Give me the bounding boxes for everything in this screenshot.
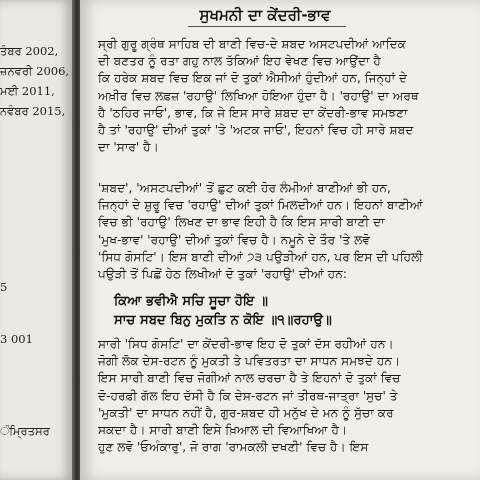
right-page: [80, 0, 480, 480]
left-page-text: ਨਵੰਬਰ 2015,: [0, 104, 66, 118]
left-page-text: 5: [0, 280, 8, 294]
left-page-text: ਮਈ 2011,: [0, 84, 55, 98]
left-page-text: ੰਮ੍ਰਿਤਸਰ: [0, 424, 50, 438]
text-line: ਵਿਚ ਭੀ 'ਰਹਾਉ' ਲਿਖਣ ਦਾ ਭਾਵ ਇਹੀ ਹੈ ਕਿ ਇਸ ਸਾਰੀ ਬਾਣੀ ਦਾ: [98, 215, 385, 230]
text-line: 'ਮੁਖ-ਭਾਵ' 'ਰਹਾਉ' ਦੀਆਂ ਤੁਕਾਂ ਵਿਚ ਹੈ। ਨਮੂਨੇ ਦੇ ਤੌਰ 'ਤੇ ਲਵੋ: [98, 232, 370, 247]
verse-line-1: ਕਿਆ ਭਵੀਐ ਸਚਿ ਸੂਚਾ ਹੋਇ ॥: [114, 294, 268, 309]
text-line: 'ਸ਼ਬਦ', 'ਅਸਟਪਦੀਆਂ' ਤੋਂ ਛੁਟ ਕਈ ਹੋਰ ਲੰਮੀਆਂ ਬਾਣੀਆਂ ਭੀ ਹਨ,: [98, 181, 391, 195]
text-line: ਕਿ ਹਰੇਕ ਸ਼ਬਦ ਵਿਚ ਇਕ ਜਾਂ ਦੋ ਤੁਕਾਂ ਐਸੀਆਂ ਹੁੰਦੀਆਂ ਹਨ, ਜਿਨ੍ਹਾਂ ਦੇ: [98, 71, 408, 86]
page-title: ਸੁਖਮਨੀ ਦਾ ਕੇਂਦਰੀ-ਭਾਵ: [199, 6, 331, 24]
text-line: ਜੋਗੀ ਲੋਕ ਦੇਸ-ਰਟਨ ਨੂੰ ਮੁਕਤੀ ਤੇ ਪਵਿਤਰਤਾ ਦਾ ਸਾਧਨ ਸਮਝਦੇ ਹਨ।: [98, 354, 401, 369]
text-line: ਸਾਰੀ 'ਸਿਧ ਗੋਸਟਿ' ਦਾ ਕੇਂਦਰੀ-ਭਾਵ ਇਹ ਦੋ ਤੁਕਾਂ ਦੱਸ ਰਹੀਆਂ ਹਨ।: [98, 337, 394, 351]
text-line: ਦੋ-ਹਰਫ਼ੀ ਗੱਲ ਇਹ ਦੱਸੀ ਹੈ ਕਿ ਦੇਸ-ਰਟਨ ਜਾਂ ਤੀਰਥ-ਜਾਤ੍ਰਾ 'ਸੁਚ' ਤੇ: [98, 388, 398, 403]
paragraph-3: [98, 336, 458, 456]
text-line: ਦੀ ਬਣਤਰ ਨੂੰ ਰਤਾ ਗਹੁ ਨਾਲ ਤੱਕਿਆਂ ਇਹ ਵੇਖਣ ਵਿਚ ਆਉਂਦਾ ਹੈ: [98, 54, 381, 69]
text-line: ਹੈ 'ਠਹਿਰ ਜਾਓ', ਭਾਵ, ਕਿ ਜੇ ਇਸ ਸਾਰੇ ਸ਼ਬਦ ਦਾ ਕੇਂਦਰੀ-ਭਾਵ ਸਮਝਣਾ: [98, 105, 408, 120]
text-line: ਸ੍ਰੀ ਗੁਰੂ ਗ੍ਰੰਥ ਸਾਹਿਬ ਦੀ ਬਾਣੀ ਵਿਚ-ਦੇ ਸ਼ਬਦ ਅਸਟਪਦੀਆਂ ਆਦਿਕ: [98, 37, 406, 51]
text-line: ਹੁਣ ਲਵੋ 'ਓਅੰਕਾਰੁ', ਜੋ ਰਾਗ 'ਰਾਮਕਲੀ ਦਖਣੀ' ਵਿਚ ਹੈ। ਇਸ: [98, 440, 369, 455]
left-page: [0, 0, 72, 480]
text-line: ਜਿਨ੍ਹਾਂ ਦੇ ਸ਼ੁਰੂ ਵਿਚ 'ਰਹਾਉ' ਦੀਆਂ ਤੁਕਾਂ ਮਿਲਦੀਆਂ ਹਨ। ਇਹਨਾਂ ਬਾਣੀਆਂ: [98, 198, 423, 213]
text-line: ਸਕਦਾ ਹੈ। ਸਾਰੀ ਬਾਣੀ ਇਸੇ ਖ਼ਿਆਲ ਦੀ ਵਿਆਖਿਆ ਹੈ।: [98, 423, 348, 438]
text-line: ਪਉੜੀ ਤੋਂ ਪਿਛੋਂ ਹੇਠ ਲਿਖੀਆਂ ਦੋ ਤੁਕਾਂ 'ਰਹਾਉ' ਦੀਆਂ ਹਨ:: [98, 267, 347, 282]
text-line: ਦਾ 'ਸਾਰ' ਹੈ।: [98, 140, 159, 155]
title-underline: [188, 26, 346, 27]
text-line: ਹੈ ਤਾਂ 'ਰਹਾਉ' ਦੀਆਂ ਤੁਕਾਂ 'ਤੇ 'ਅਟਕ ਜਾਓ', ਇਹਨਾਂ ਵਿਚ ਹੀ ਸਾਰੇ ਸ਼ਬਦ: [98, 123, 414, 138]
left-page-text: ਜ਼ਨਵਰੀ 2006,: [0, 64, 70, 78]
left-page-text: 3 001: [0, 332, 33, 346]
paragraph-1: [98, 36, 458, 156]
verse-line-2: ਸਾਚ ਸਬਦ ਬਿਨੁ ਮੁਕਤਿ ਨ ਕੋਇ ॥੧॥ਰਹਾਉ॥: [114, 313, 332, 328]
paragraph-2: [98, 180, 458, 283]
text-line: ਇਸ ਸਾਰੀ ਬਾਣੀ ਵਿਚ ਜੋਗੀਆਂ ਨਾਲ ਚਰਚਾ ਹੈ ਤੇ ਇਹਨਾਂ ਦੋ ਤੁਕਾਂ ਵਿਚ: [98, 371, 401, 386]
text-line: 'ਸਿਧ ਗੋਸਟਿ'। ਇਸ ਬਾਣੀ ਦੀਆਂ ੭੩ ਪਉੜੀਆਂ ਹਨ, ਪਰ ਇਸ ਦੀ ਪਹਿਲੀ: [98, 249, 424, 264]
left-page-text: ਤੰਬਰ 2002,: [0, 44, 59, 58]
text-line: 'ਮੁਕਤੀ' ਦਾ ਸਾਧਨ ਨਹੀਂ ਹੈ, ਗੁਰ-ਸ਼ਬਦ ਹੀ ਮਨੁੱਖ ਦੇ ਮਨ ਨੂੰ ਸੁੱਚਾ ਕਰ: [98, 405, 394, 420]
book-gutter: [72, 0, 80, 480]
text-line: ਅਖ਼ੀਰ ਵਿਚ ਲਫ਼ਜ਼ 'ਰਹਾਉ' ਲਿਖਿਆ ਹੋਇਆ ਹੁੰਦਾ ਹੈ। 'ਰਹਾਉ' ਦਾ ਅਰਥ: [98, 88, 419, 103]
